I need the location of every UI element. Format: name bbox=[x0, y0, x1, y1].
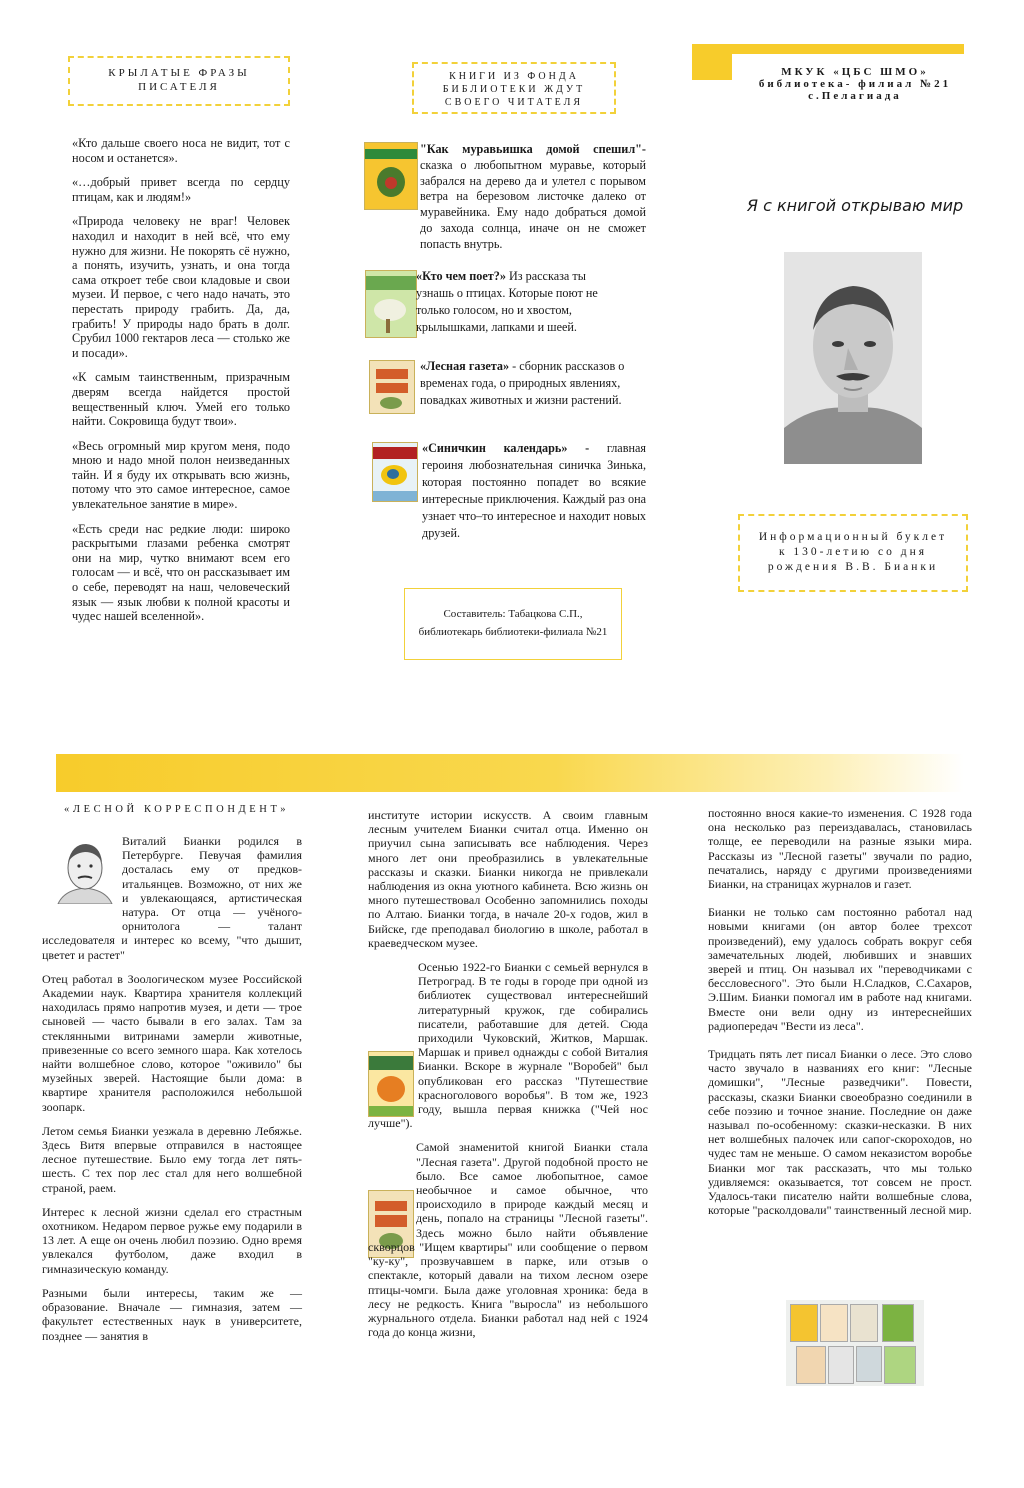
book-item bbox=[416, 268, 626, 336]
quote: «…добрый привет всегда по сердцу птицам, как и людям!» bbox=[72, 175, 290, 204]
book-item bbox=[422, 440, 646, 542]
bio-column-2 bbox=[368, 808, 648, 1349]
compiler-position: библиотекарь библиотеки-филиала №21 bbox=[418, 626, 608, 638]
quote: «Есть среди нас редкие люди: широко раскрытыми глазами ребенка смотрят они на мир, чутко внимают всем его голосам — и всё, что он рассказывает им о себе, переводят на наш, человеческий язык — язык любви к полной красоты и чудес нашей вселенной». bbox=[72, 521, 290, 624]
left-yellow-bar bbox=[692, 44, 732, 80]
bio-paragraph: Разными были интересы, таким же — образование. Вначале — гимназия, затем — факультет естественных наук в университете, позднее — занятия в bbox=[42, 1285, 302, 1343]
compiler-name: Составитель: Табацкова С.П., bbox=[443, 608, 583, 620]
quote: «Кто дальше своего носа не видит, тот с носом и останется». bbox=[72, 136, 290, 165]
bio-text: Осенью 1922-го Бианки с семьей вернулся в Петроград. В те годы в городе при одной из библиотек существовал интереснейший литературный кружок, где собирались писатели, работавшие для детей. Сюда приходили Чуковский, Житков, Маршак. Маршак и привел однажды с собой Виталия Бианки. Вскоре в журнале "Воробей" был опубликован его рассказ "Путешествие красноголового воробья". В том же, 1923 году, вышла первая книжка ("Чей нос лучше"). bbox=[368, 960, 648, 1131]
bio-text: Самой знаменитой книгой Бианки стала "Лесная газета". Другой подобной просто не было. Все самое любопытное, самое необычное и самое обычное, что происходило в природе каждый месяц и день, попало на страницы "Лесной газеты". Здесь можно было найти объявление скворцов "Ищем квартиры" или сообщение о первом "ку-ку", прозвучавшем в парке, или отзыв о спектакле, который давали на тихом лесном озере птицы-чомги. Была даже уголовная хроника: беда в лесу не редкость. Книга "выросла" из небольшого журнального отдела. Бианки работал над ней с 1924 года до конца жизни, bbox=[368, 1140, 648, 1340]
books-collage bbox=[786, 1300, 924, 1386]
booklet-caption-line: Информационный буклет bbox=[758, 531, 948, 543]
slogan: Я с книгой открываю мир bbox=[746, 196, 964, 215]
books-heading: КНИГИ ИЗ ФОНДА БИБЛИОТЕКИ ЖДУТ СВОЕГО ЧИТАТЕЛЯ bbox=[442, 71, 586, 108]
org-name: МКУК «ЦБС ШМО» bbox=[781, 66, 929, 78]
quote: «Природа человеку не враг! Человек находил и находит в ней всё, что ему нужно для жизни. Не покорять сё нужно, а понять, изучить, узнать, и она тогда сама откроет тебе свои кладовые и свои музеи. И первое, с чего надо начать, это перестать природу грабить. Да, да, грабить! У природы надо брать в долг. Срубил 1000 гектаров леса — столько же и посади». bbox=[72, 214, 290, 360]
books-heading-box bbox=[412, 62, 616, 114]
writer-portrait bbox=[784, 252, 922, 464]
quotes-heading-box bbox=[68, 56, 290, 106]
book-desc: - сборник рассказов о временах года, о природных явлениях, повадках животных и жизни растений. bbox=[420, 359, 625, 407]
quotes-column bbox=[72, 136, 290, 634]
bio-paragraph: Летом семья Бианки уезжала в деревню Лебяжье. Здесь Витя впервые отправился в настоящее лесное путешествие. Было ему тогда лет пять-шесть. С тех пор лес стал для него волшебной страной, раем. bbox=[42, 1123, 302, 1195]
book-item bbox=[420, 142, 646, 253]
book-title: «Синичкин календарь» - bbox=[422, 441, 590, 455]
book-title: "Как муравьишка домой спешил"- bbox=[420, 142, 646, 156]
bio-paragraph: Тридцать пять лет писал Бианки о лесе. Это слово часто звучало в названиях его книг: "Лесные домишки", "Лесные разведчики". Повести, рассказы, сказки Бианки своеобразно соединили в себе поэзию и точное знание. Последние он даже называл по-особенному: сказки-несказки. В них нет волшебных палочек или сапог-скороходов, но чудес там не меньше. О самом неказистом воробье Бианки мог так рассказать, что мы только удивляемся: оказывается, тот совсем не прост. Удалось-таки писателю найти волшебные слова, которые "расколдовали" таинственный лесной мир. bbox=[708, 1047, 972, 1218]
quotes-heading: КРЫЛАТЫЕ ФРАЗЫ ПИСАТЕЛЯ bbox=[108, 67, 250, 93]
book-desc: Из рассказа ты узнашь о птицах. Которые поют не только голосом, но и хвостом, крылышками, лапками и шеей. bbox=[416, 269, 598, 334]
booklet-caption-line: к 130-летию со дня bbox=[778, 546, 928, 558]
book-cover-muravishka bbox=[364, 142, 418, 210]
compiler-box bbox=[404, 588, 622, 660]
top-yellow-bar bbox=[692, 44, 964, 54]
bio-paragraph: институте истории искусств. А своим главным лесным учителем Бианки считал отца. Именно он приучил сына записывать все наблюдения. Через много лет они преобразились в увлекательные рассказы и сказки. Бианки никогда не привлекали наблюдения из окна уютного кабинета. Всю жизнь он много путешествовал Особенно запомнились походы по Алтаю. Бианки тогда, в начале 20-х годов, жил в Бийске, где преподавал биологию в школе, работал в краеведческом музее. bbox=[368, 808, 648, 950]
org-village: с.Пелагиада bbox=[808, 90, 902, 102]
bio-paragraph bbox=[368, 1140, 648, 1339]
org-block bbox=[740, 66, 970, 102]
page2-yellow-band bbox=[56, 754, 964, 792]
booklet-caption-line: рождения В.В. Бианки bbox=[767, 561, 939, 573]
book-desc: сказка о любопытном муравье, который забрался на дерево да и улетел с порывом ветра на березовом листочке далеко от муравейника. Ему надо добраться домой до захода солнца, иначе он не сможет попасть внутрь. bbox=[420, 157, 646, 251]
bio-paragraph bbox=[368, 960, 648, 1130]
bio-paragraph: Интерес к лесной жизни сделал его страстным охотником. Недаром первое ружье ему подарили в 13 лет. А еще он очень любил поэзию. Одно время увлекался футболом, даже входил в гимназическую команду. bbox=[42, 1204, 302, 1276]
book-cover-lesnaya-gazeta bbox=[369, 360, 415, 414]
bio-paragraph bbox=[42, 834, 302, 962]
bio-paragraph: Бианки не только сам постоянно работал над новыми книгами (он автор более трехсот произведений), ему удалось собрать вокруг себя замечательных людей, любивших и знавших зверей и птиц. Он называл их "переводчиками с бессловесного". Это были Н.Сладков, С.Сахаров, Э.Шим. Бианки помогал им в работе над книгами. Вместе они вели одну из интереснейших радиопередач "Вести из леса". bbox=[708, 905, 972, 1033]
book-cover-kto-chem-poet bbox=[365, 270, 417, 338]
booklet-caption-box bbox=[738, 514, 968, 592]
writer-portrait-image bbox=[784, 252, 922, 464]
bio-text: Виталий Бианки родился в Петербурге. Певучая фамилия досталась ему от предков-итальянцев. Возможно, от них же и увлекающаяся, артистическая натура. От отца — учёного-орнитолога — талант исследователя и интерес ко всему, "что дышит, цветет и растет" bbox=[42, 834, 302, 962]
book-cover-sinichkin-kalendar bbox=[372, 442, 418, 502]
quote: «Весь огромный мир кругом меня, подо мною и надо мной полон неизведанных тайн. И я буду их открывать всю жизнь, потому что это самое интересное, самое увлекательное занятие в мире». bbox=[72, 438, 290, 512]
correspondent-heading: «ЛЕСНОЙ КОРРЕСПОНДЕНТ» bbox=[64, 804, 290, 815]
bio-paragraph: Отец работал в Зоологическом музее Российской Академии наук. Квартира хранителя коллекций находилась прямо напротив музея, и дети — трое сыновей — часто бывали в его залах. Там за стеклянными витринами замерли животные, привезенные со всего земного шара. Как хотелось найти волшебное слово, которое "оживило" бы музейных зверей. Настоящие были дома: в квартире хранителя расположился небольшой зоопарк. bbox=[42, 971, 302, 1114]
book-title: «Кто чем поет?» bbox=[416, 269, 506, 283]
quote: «К самым таинственным, призрачным дверям всегда найдется простой вещественный ключ. Умей его только найти. Сокровища будут твои». bbox=[72, 370, 290, 429]
bio-column-3 bbox=[708, 806, 972, 1227]
book-item bbox=[420, 358, 646, 409]
book-title: «Лесная газета» bbox=[420, 359, 510, 373]
bio-column-1 bbox=[42, 834, 302, 1353]
org-branch: библиотека- филиал №21 bbox=[758, 78, 952, 90]
bio-paragraph: постоянно внося какие-то изменения. С 1928 года она несколько раз переиздавалась, становилась толще, ее переводили на разные языки мира. Рассказы из "Лесной газеты" звучали по радио, печатались, наряду с другими произведениями Бианки, на страницах журналов и газет. bbox=[708, 806, 972, 892]
book-desc: главная героиня любознательная синичка Зинька, которая постоянно попадет во всякие интересные приключения. Каждый раз она узнает что–то интересное и находит новых друзей. bbox=[422, 441, 646, 540]
